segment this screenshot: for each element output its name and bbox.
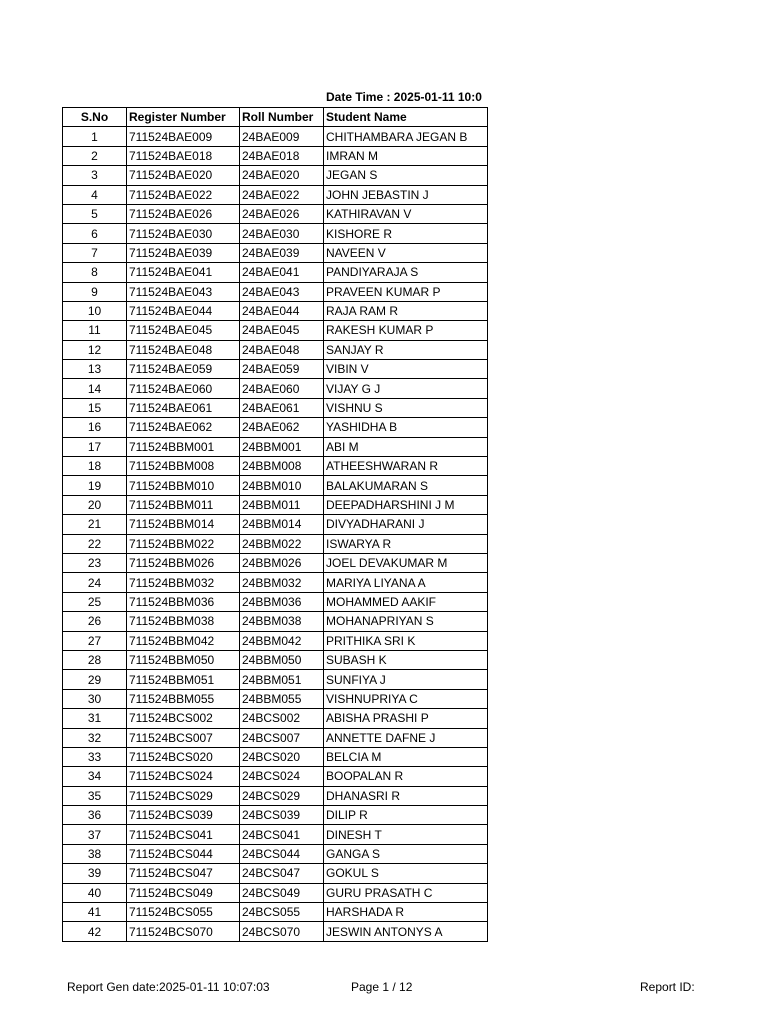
cell-sno: 24 — [63, 573, 127, 592]
cell-roll-number: 24BBM032 — [240, 573, 324, 592]
cell-roll-number: 24BAE022 — [240, 185, 324, 204]
cell-register-number: 711524BAE059 — [127, 360, 240, 379]
cell-sno: 27 — [63, 631, 127, 650]
cell-sno: 16 — [63, 418, 127, 437]
cell-roll-number: 24BAE044 — [240, 301, 324, 320]
cell-roll-number: 24BCS039 — [240, 806, 324, 825]
cell-sno: 15 — [63, 398, 127, 417]
cell-sno: 4 — [63, 185, 127, 204]
cell-student-name: ISWARYA R — [324, 534, 488, 553]
cell-sno: 28 — [63, 650, 127, 669]
cell-student-name: VISHNU S — [324, 398, 488, 417]
cell-roll-number: 24BCS020 — [240, 747, 324, 766]
cell-student-name: ABISHA PRASHI P — [324, 709, 488, 728]
cell-student-name: VISHNUPRIYA C — [324, 689, 488, 708]
student-table — [62, 107, 488, 942]
cell-student-name: DEEPADHARSHINI J M — [324, 495, 488, 514]
cell-roll-number: 24BBM001 — [240, 437, 324, 456]
cell-register-number: 711524BBM050 — [127, 650, 240, 669]
cell-roll-number: 24BAE062 — [240, 418, 324, 437]
cell-sno: 36 — [63, 806, 127, 825]
cell-register-number: 711524BBM055 — [127, 689, 240, 708]
cell-register-number: 711524BAE009 — [127, 127, 240, 146]
table-row — [63, 747, 488, 766]
cell-sno: 14 — [63, 379, 127, 398]
table-header-row — [63, 108, 488, 127]
cell-roll-number: 24BBM011 — [240, 495, 324, 514]
table-row — [63, 573, 488, 592]
cell-student-name: ATHEESHWARAN R — [324, 457, 488, 476]
cell-roll-number: 24BCS002 — [240, 709, 324, 728]
cell-register-number: 711524BCS007 — [127, 728, 240, 747]
cell-student-name: ANNETTE DAFNE J — [324, 728, 488, 747]
cell-register-number: 711524BBM026 — [127, 553, 240, 572]
cell-student-name: JESWIN ANTONYS A — [324, 922, 488, 941]
cell-register-number: 711524BCS044 — [127, 844, 240, 863]
table-row — [63, 166, 488, 185]
cell-register-number: 711524BCS070 — [127, 922, 240, 941]
cell-sno: 9 — [63, 282, 127, 301]
table-row — [63, 476, 488, 495]
table-row — [63, 786, 488, 805]
table-row — [63, 883, 488, 902]
cell-register-number: 711524BAE026 — [127, 204, 240, 223]
cell-roll-number: 24BBM010 — [240, 476, 324, 495]
table-row — [63, 127, 488, 146]
cell-student-name: KISHORE R — [324, 224, 488, 243]
cell-student-name: PRAVEEN KUMAR P — [324, 282, 488, 301]
table-row — [63, 689, 488, 708]
cell-student-name: BELCIA M — [324, 747, 488, 766]
cell-sno: 40 — [63, 883, 127, 902]
cell-roll-number: 24BBM036 — [240, 592, 324, 611]
cell-student-name: HARSHADA R — [324, 903, 488, 922]
cell-student-name: VIBIN V — [324, 360, 488, 379]
cell-register-number: 711524BBM051 — [127, 670, 240, 689]
cell-roll-number: 24BBM051 — [240, 670, 324, 689]
cell-sno: 13 — [63, 360, 127, 379]
cell-roll-number: 24BBM050 — [240, 650, 324, 669]
table-row — [63, 631, 488, 650]
cell-student-name: SANJAY R — [324, 340, 488, 359]
table-row — [63, 495, 488, 514]
table-row — [63, 709, 488, 728]
table-row — [63, 185, 488, 204]
table-row — [63, 360, 488, 379]
cell-sno: 25 — [63, 592, 127, 611]
table-row — [63, 457, 488, 476]
cell-student-name: GANGA S — [324, 844, 488, 863]
cell-sno: 1 — [63, 127, 127, 146]
cell-roll-number: 24BCS049 — [240, 883, 324, 902]
cell-roll-number: 24BCS024 — [240, 767, 324, 786]
cell-student-name: BALAKUMARAN S — [324, 476, 488, 495]
cell-register-number: 711524BAE060 — [127, 379, 240, 398]
cell-sno: 8 — [63, 263, 127, 282]
table-row — [63, 146, 488, 165]
cell-register-number: 711524BAE018 — [127, 146, 240, 165]
cell-register-number: 711524BCS020 — [127, 747, 240, 766]
table-row — [63, 398, 488, 417]
cell-student-name: CHITHAMBARA JEGAN B — [324, 127, 488, 146]
cell-roll-number: 24BAE048 — [240, 340, 324, 359]
cell-register-number: 711524BBM010 — [127, 476, 240, 495]
report-id: Report ID: — [640, 980, 695, 994]
cell-register-number: 711524BAE048 — [127, 340, 240, 359]
header-roll-number: Roll Number — [240, 108, 324, 127]
cell-student-name: JEGAN S — [324, 166, 488, 185]
cell-student-name: YASHIDHA B — [324, 418, 488, 437]
table-row — [63, 204, 488, 223]
cell-student-name: NAVEEN V — [324, 243, 488, 262]
cell-student-name: ABI M — [324, 437, 488, 456]
cell-register-number: 711524BCS024 — [127, 767, 240, 786]
cell-roll-number: 24BBM026 — [240, 553, 324, 572]
cell-sno: 33 — [63, 747, 127, 766]
cell-roll-number: 24BAE018 — [240, 146, 324, 165]
cell-roll-number: 24BBM042 — [240, 631, 324, 650]
cell-sno: 17 — [63, 437, 127, 456]
cell-register-number: 711524BAE030 — [127, 224, 240, 243]
table-row — [63, 418, 488, 437]
cell-student-name: KATHIRAVAN V — [324, 204, 488, 223]
cell-student-name: DINESH T — [324, 825, 488, 844]
cell-student-name: MOHAMMED AAKIF — [324, 592, 488, 611]
cell-sno: 12 — [63, 340, 127, 359]
cell-register-number: 711524BAE022 — [127, 185, 240, 204]
cell-sno: 22 — [63, 534, 127, 553]
cell-student-name: BOOPALAN R — [324, 767, 488, 786]
cell-roll-number: 24BBM055 — [240, 689, 324, 708]
table-row — [63, 301, 488, 320]
table-row — [63, 612, 488, 631]
table-row — [63, 825, 488, 844]
cell-sno: 5 — [63, 204, 127, 223]
cell-student-name: DILIP R — [324, 806, 488, 825]
table-row — [63, 534, 488, 553]
cell-sno: 38 — [63, 844, 127, 863]
table-row — [63, 650, 488, 669]
cell-roll-number: 24BAE045 — [240, 321, 324, 340]
cell-sno: 29 — [63, 670, 127, 689]
cell-roll-number: 24BCS055 — [240, 903, 324, 922]
header-sno: S.No — [63, 108, 127, 127]
cell-sno: 32 — [63, 728, 127, 747]
cell-student-name: PRITHIKA SRI K — [324, 631, 488, 650]
table-row — [63, 243, 488, 262]
cell-register-number: 711524BBM011 — [127, 495, 240, 514]
cell-roll-number: 24BAE030 — [240, 224, 324, 243]
cell-register-number: 711524BAE043 — [127, 282, 240, 301]
report-gen-date: Report Gen date:2025-01-11 10:07:03 — [67, 980, 270, 994]
cell-roll-number: 24BCS041 — [240, 825, 324, 844]
table-row — [63, 379, 488, 398]
cell-student-name: GURU PRASATH C — [324, 883, 488, 902]
cell-register-number: 711524BCS039 — [127, 806, 240, 825]
cell-roll-number: 24BAE009 — [240, 127, 324, 146]
cell-student-name: IMRAN M — [324, 146, 488, 165]
table-row — [63, 864, 488, 883]
table-row — [63, 922, 488, 941]
cell-roll-number: 24BBM022 — [240, 534, 324, 553]
table-row — [63, 806, 488, 825]
cell-sno: 21 — [63, 515, 127, 534]
cell-sno: 31 — [63, 709, 127, 728]
cell-register-number: 711524BCS029 — [127, 786, 240, 805]
cell-register-number: 711524BCS002 — [127, 709, 240, 728]
table-row — [63, 224, 488, 243]
cell-student-name: DIVYADHARANI J — [324, 515, 488, 534]
cell-student-name: SUBASH K — [324, 650, 488, 669]
cell-register-number: 711524BBM008 — [127, 457, 240, 476]
cell-roll-number: 24BCS007 — [240, 728, 324, 747]
table-row — [63, 321, 488, 340]
cell-roll-number: 24BBM038 — [240, 612, 324, 631]
cell-sno: 37 — [63, 825, 127, 844]
cell-sno: 6 — [63, 224, 127, 243]
cell-sno: 35 — [63, 786, 127, 805]
cell-register-number: 711524BAE062 — [127, 418, 240, 437]
header-register-number: Register Number — [127, 108, 240, 127]
cell-student-name: JOEL DEVAKUMAR M — [324, 553, 488, 572]
cell-sno: 20 — [63, 495, 127, 514]
cell-student-name: SUNFIYA J — [324, 670, 488, 689]
cell-sno: 23 — [63, 553, 127, 572]
table-row — [63, 592, 488, 611]
cell-sno: 34 — [63, 767, 127, 786]
cell-register-number: 711524BAE045 — [127, 321, 240, 340]
table-row — [63, 844, 488, 863]
table-row — [63, 437, 488, 456]
table-row — [63, 282, 488, 301]
cell-roll-number: 24BAE041 — [240, 263, 324, 282]
cell-roll-number: 24BAE039 — [240, 243, 324, 262]
cell-roll-number: 24BAE026 — [240, 204, 324, 223]
table-row — [63, 263, 488, 282]
cell-roll-number: 24BCS044 — [240, 844, 324, 863]
cell-roll-number: 24BAE043 — [240, 282, 324, 301]
cell-sno: 30 — [63, 689, 127, 708]
report-datetime: Date Time : 2025-01-11 10:0 — [326, 90, 482, 104]
cell-sno: 26 — [63, 612, 127, 631]
cell-sno: 42 — [63, 922, 127, 941]
cell-roll-number: 24BAE061 — [240, 398, 324, 417]
cell-student-name: GOKUL S — [324, 864, 488, 883]
table-body — [63, 127, 488, 941]
cell-student-name: MARIYA LIYANA A — [324, 573, 488, 592]
header-student-name: Student Name — [324, 108, 488, 127]
table-row — [63, 553, 488, 572]
table-row — [63, 767, 488, 786]
cell-student-name: DHANASRI R — [324, 786, 488, 805]
cell-roll-number: 24BBM014 — [240, 515, 324, 534]
cell-roll-number: 24BCS029 — [240, 786, 324, 805]
cell-sno: 39 — [63, 864, 127, 883]
cell-sno: 19 — [63, 476, 127, 495]
cell-student-name: VIJAY G J — [324, 379, 488, 398]
cell-register-number: 711524BBM014 — [127, 515, 240, 534]
cell-register-number: 711524BAE020 — [127, 166, 240, 185]
cell-register-number: 711524BBM032 — [127, 573, 240, 592]
cell-sno: 11 — [63, 321, 127, 340]
cell-register-number: 711524BBM042 — [127, 631, 240, 650]
cell-register-number: 711524BCS047 — [127, 864, 240, 883]
cell-register-number: 711524BAE039 — [127, 243, 240, 262]
cell-register-number: 711524BBM036 — [127, 592, 240, 611]
cell-roll-number: 24BCS070 — [240, 922, 324, 941]
cell-roll-number: 24BAE020 — [240, 166, 324, 185]
cell-register-number: 711524BAE041 — [127, 263, 240, 282]
cell-register-number: 711524BBM038 — [127, 612, 240, 631]
table-row — [63, 340, 488, 359]
cell-student-name: RAKESH KUMAR P — [324, 321, 488, 340]
cell-roll-number: 24BBM008 — [240, 457, 324, 476]
page-number: Page 1 / 12 — [351, 980, 413, 994]
table-row — [63, 728, 488, 747]
cell-sno: 41 — [63, 903, 127, 922]
cell-register-number: 711524BAE061 — [127, 398, 240, 417]
cell-register-number: 711524BCS041 — [127, 825, 240, 844]
cell-roll-number: 24BCS047 — [240, 864, 324, 883]
cell-sno: 3 — [63, 166, 127, 185]
table-row — [63, 515, 488, 534]
table-row — [63, 670, 488, 689]
cell-register-number: 711524BAE044 — [127, 301, 240, 320]
cell-roll-number: 24BAE059 — [240, 360, 324, 379]
table-row — [63, 903, 488, 922]
cell-sno: 7 — [63, 243, 127, 262]
cell-student-name: JOHN JEBASTIN J — [324, 185, 488, 204]
cell-student-name: PANDIYARAJA S — [324, 263, 488, 282]
cell-student-name: RAJA RAM R — [324, 301, 488, 320]
cell-register-number: 711524BCS055 — [127, 903, 240, 922]
cell-register-number: 711524BBM001 — [127, 437, 240, 456]
cell-sno: 18 — [63, 457, 127, 476]
cell-register-number: 711524BCS049 — [127, 883, 240, 902]
cell-roll-number: 24BAE060 — [240, 379, 324, 398]
cell-register-number: 711524BBM022 — [127, 534, 240, 553]
cell-sno: 10 — [63, 301, 127, 320]
cell-sno: 2 — [63, 146, 127, 165]
cell-student-name: MOHANAPRIYAN S — [324, 612, 488, 631]
